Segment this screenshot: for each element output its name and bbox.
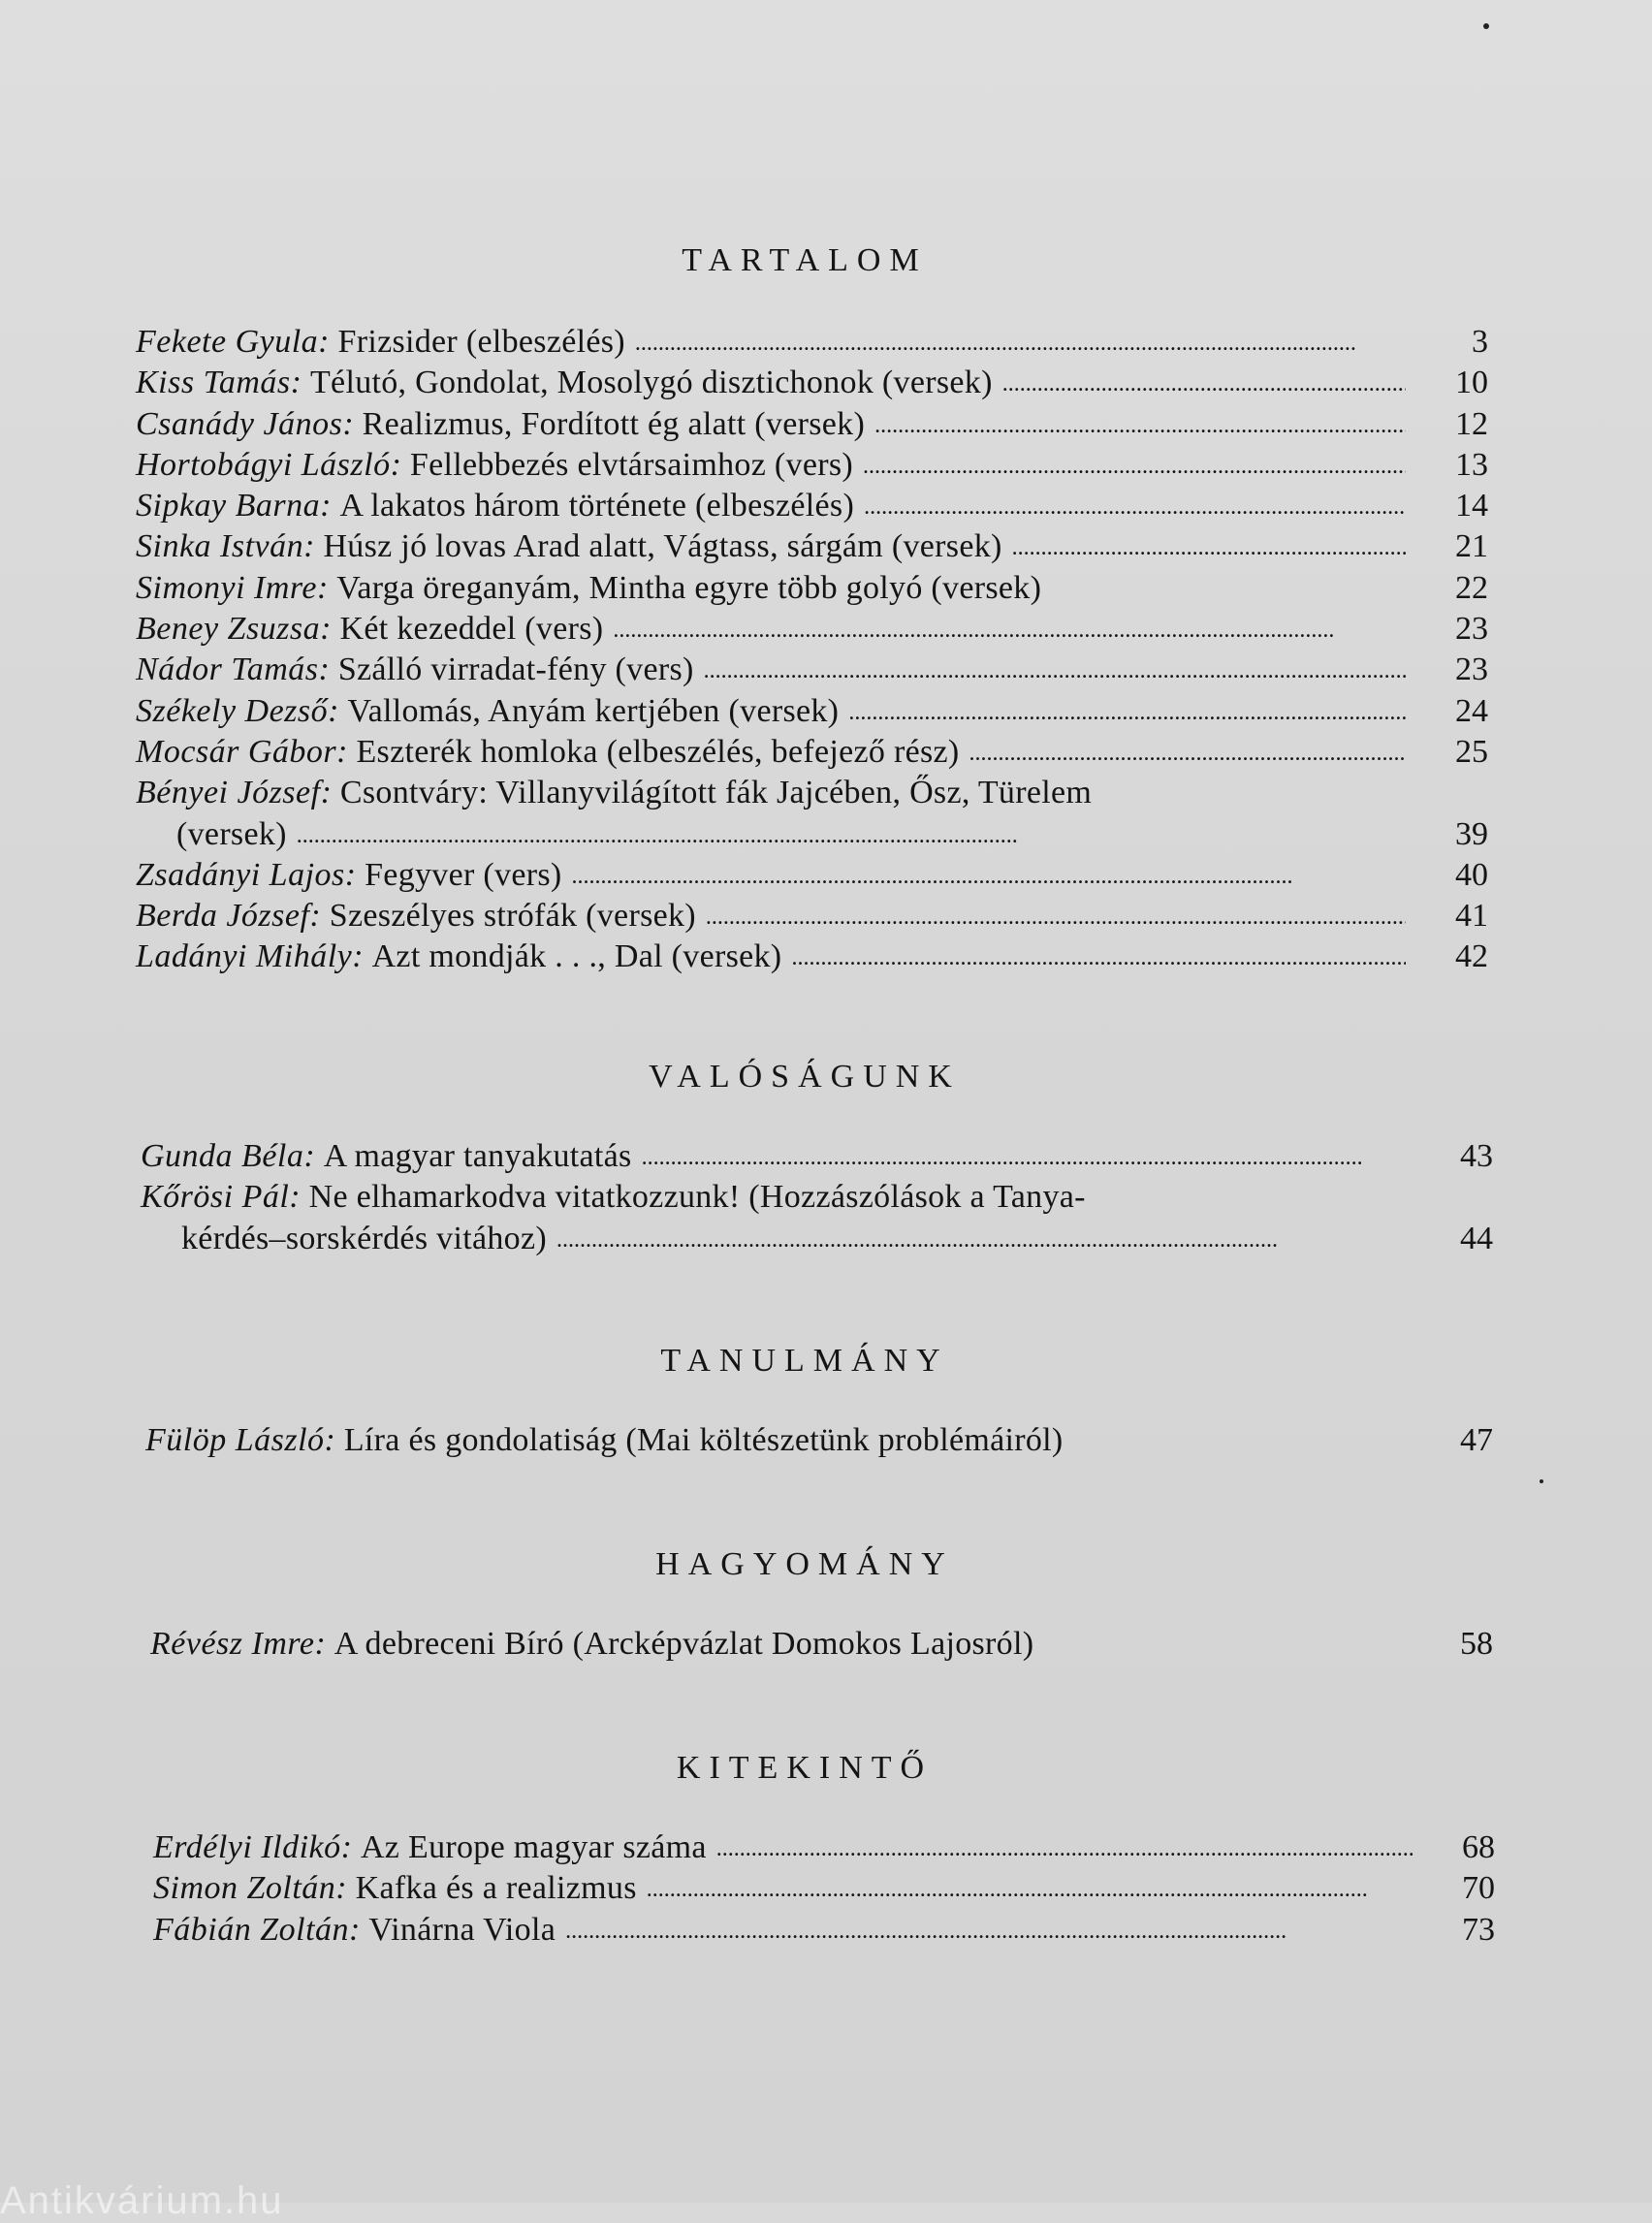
toc-title: Az Europe magyar száma <box>360 1829 707 1865</box>
toc-page-number: 58 <box>1460 1626 1493 1662</box>
toc-page-number: 41 <box>1455 898 1488 935</box>
toc-entry[interactable] <box>136 773 1488 813</box>
toc-page-number: 70 <box>1462 1870 1495 1907</box>
toc-entry[interactable] <box>150 1624 1493 1665</box>
toc-title: Vallomás, Anyám kertjében (versek) <box>347 692 840 729</box>
section-title-tanulmany: TANULMÁNY <box>660 1343 949 1379</box>
leader-dots <box>572 853 1407 897</box>
toc-entry[interactable] <box>136 486 1488 526</box>
toc-page-number: 25 <box>1455 733 1488 770</box>
toc-author: Gunda Béla: <box>141 1138 316 1174</box>
toc-title-continuation: kérdés–sorskérdés vitához) <box>181 1220 547 1256</box>
toc-entry[interactable] <box>136 691 1488 732</box>
toc-author: Csanády János: <box>136 405 355 442</box>
toc-title: Líra és gondolatiság (Mai költészetünk problémáiról) <box>343 1422 1064 1458</box>
toc-entry[interactable] <box>136 896 1488 937</box>
leader-dots <box>874 402 1406 446</box>
toc-entry[interactable] <box>136 650 1488 690</box>
toc-title: Fellebbezés elvtársaimhoz (vers) <box>409 446 853 483</box>
toc-title: Vinárna Viola <box>368 1911 556 1948</box>
toc-title: A debreceni Bíró (Arcképvázlat Domokos Lajosról) <box>334 1626 1034 1662</box>
toc-author: Mocsár Gábor: <box>136 733 348 770</box>
toc-author: Zsadányi Lajos: <box>136 856 357 893</box>
leader-dots <box>1002 361 1406 404</box>
toc-page-number: 44 <box>1460 1220 1493 1256</box>
toc-author: Sipkay Barna: <box>136 488 332 524</box>
toc-title: A magyar tanyakutatás <box>323 1138 632 1174</box>
leader-dots <box>565 1908 1413 1952</box>
toc-title: Frizsider (elbeszélés) <box>337 324 625 360</box>
toc-title: Két kezeddel (vers) <box>339 611 604 648</box>
toc-entry[interactable] <box>153 1868 1495 1909</box>
toc-title: Szeszélyes strófák (versek) <box>329 898 696 935</box>
leader-dots <box>613 607 1406 651</box>
speck-mark <box>1483 23 1489 29</box>
toc-list-valosagunk <box>141 1136 1493 1259</box>
toc-title: Eszterék homloka (elbeszélés, befejező rész) <box>356 733 960 770</box>
toc-entry-continuation[interactable] <box>141 1219 1493 1259</box>
section-title-tartalom: TARTALOM <box>682 242 928 278</box>
toc-page-number: 12 <box>1455 405 1488 442</box>
leader-dots <box>647 1866 1413 1910</box>
toc-title-continuation: (versek) <box>176 815 287 852</box>
toc-entry[interactable] <box>136 732 1488 773</box>
leader-dots <box>706 894 1406 937</box>
toc-author: Berda József: <box>136 898 322 935</box>
speck-mark <box>1540 1479 1543 1483</box>
toc-author: Hortobágyi László: <box>136 446 402 483</box>
toc-title: Fegyver (vers) <box>365 856 562 893</box>
toc-page-number: 68 <box>1462 1829 1495 1865</box>
toc-page-number: 42 <box>1455 938 1488 975</box>
toc-author: Simon Zoltán: <box>153 1870 348 1907</box>
toc-entry[interactable] <box>136 363 1488 403</box>
toc-entry[interactable] <box>136 609 1488 650</box>
toc-author: Fülöp László: <box>145 1422 336 1458</box>
toc-entry[interactable] <box>136 568 1488 609</box>
watermark: Antikvárium.hu <box>0 2179 284 2222</box>
leader-dots <box>642 1134 1411 1178</box>
section-title-valosagunk: VALÓSÁGUNK <box>649 1059 961 1095</box>
toc-entry[interactable] <box>136 526 1488 567</box>
toc-title: Csontváry: Villanyvilágított fák Jajcében, Ősz, Türelem <box>339 775 1093 811</box>
toc-entry[interactable] <box>153 1910 1495 1951</box>
toc-page-number: 14 <box>1455 488 1488 524</box>
toc-entry[interactable] <box>136 855 1488 896</box>
toc-title: A lakatos három története (elbeszélés) <box>339 488 855 524</box>
toc-author: Fekete Gyula: <box>136 324 330 360</box>
toc-page-number: 73 <box>1462 1911 1495 1948</box>
toc-title: Szálló virradat-fény (vers) <box>337 651 694 688</box>
leader-dots <box>969 730 1406 774</box>
toc-page-number: 3 <box>1472 324 1488 360</box>
toc-author: Kiss Tamás: <box>136 365 302 401</box>
toc-author: Révész Imre: <box>150 1626 327 1662</box>
toc-author: Nádor Tamás: <box>136 651 331 688</box>
section-title-kitekinto: KITEKINTŐ <box>676 1750 934 1786</box>
toc-entry[interactable] <box>153 1827 1495 1868</box>
toc-page-number: 43 <box>1460 1138 1493 1174</box>
toc-list-tartalom <box>136 322 1488 978</box>
toc-entry[interactable] <box>136 445 1488 486</box>
section-title-hagyomany: HAGYOMÁNY <box>655 1546 954 1582</box>
toc-entry[interactable] <box>141 1136 1493 1177</box>
toc-page-number: 24 <box>1455 692 1488 729</box>
leader-dots <box>863 443 1406 487</box>
toc-page-number: 40 <box>1455 856 1488 893</box>
leader-dots <box>704 648 1406 691</box>
toc-title: Realizmus, Fordított ég alatt (versek) <box>362 405 866 442</box>
toc-list-hagyomany <box>150 1624 1493 1665</box>
toc-title: Húsz jó lovas Arad alatt, Vágtass, sárgám (versek) <box>323 528 1002 565</box>
toc-author: Kőrösi Pál: <box>141 1179 302 1216</box>
toc-title: Azt mondják . . ., Dal (versek) <box>371 938 782 975</box>
toc-title: Varga öreganyám, Mintha egyre több golyó (versek) <box>336 569 1042 606</box>
toc-list-tanulmany <box>145 1420 1493 1461</box>
toc-page-number: 13 <box>1455 446 1488 483</box>
toc-author: Beney Zsuzsa: <box>136 611 332 648</box>
toc-page-number: 23 <box>1455 611 1488 648</box>
toc-title: Télutó, Gondolat, Mosolygó disztichonok (versek) <box>309 365 993 401</box>
leader-dots <box>864 484 1406 527</box>
toc-entry-continuation[interactable] <box>136 814 1488 855</box>
toc-list-kitekinto <box>153 1827 1495 1951</box>
toc-page-number: 21 <box>1455 528 1488 565</box>
leader-dots <box>716 1826 1413 1869</box>
toc-page-number: 23 <box>1455 651 1488 688</box>
toc-entry[interactable] <box>136 404 1488 445</box>
toc-author: Székely Dezső: <box>136 692 339 729</box>
toc-author: Sinka István: <box>136 528 315 565</box>
toc-title: Ne elhamarkodva vitatkozzunk! (Hozzászólások a Tanya- <box>308 1179 1086 1216</box>
toc-page-number: 22 <box>1455 569 1488 606</box>
toc-page-number: 47 <box>1460 1422 1493 1458</box>
toc-author: Fábián Zoltán: <box>153 1911 361 1948</box>
toc-page-number: 10 <box>1455 365 1488 401</box>
toc-entry[interactable] <box>141 1177 1493 1218</box>
leader-dots <box>297 812 1406 856</box>
toc-title: Kafka és a realizmus <box>355 1870 637 1907</box>
leader-dots <box>848 689 1406 733</box>
toc-entry[interactable] <box>136 937 1488 977</box>
toc-author: Bényei József: <box>136 775 333 811</box>
leader-dots <box>791 935 1406 978</box>
leader-dots <box>1012 524 1406 568</box>
toc-entry[interactable] <box>136 322 1488 363</box>
leader-dots <box>556 1217 1411 1260</box>
toc-page-number: 39 <box>1455 815 1488 852</box>
leader-dots <box>635 320 1406 364</box>
toc-author: Ladányi Mihály: <box>136 938 365 975</box>
toc-author: Erdélyi Ildikó: <box>153 1829 353 1865</box>
toc-author: Simonyi Imre: <box>136 569 329 606</box>
toc-entry[interactable] <box>145 1420 1493 1461</box>
